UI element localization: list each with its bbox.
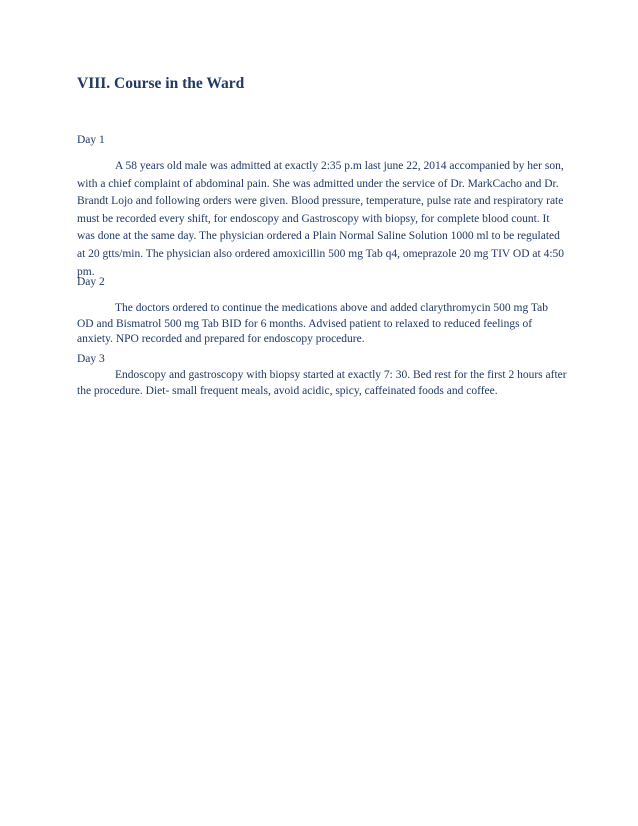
day-2-paragraph [77, 301, 567, 348]
paragraph-line: A 58 years old male was admitted at exactly 2:35 p.m last june 22, 2014 accompanied by her son, [115, 160, 564, 172]
day-3-label: Day 3 [77, 353, 105, 365]
paragraph-line: with a chief complaint of abdominal pain. She was admitted under the service of Dr. MarkCacho and Dr. [77, 177, 559, 190]
paragraph-line: Endoscopy and gastroscopy with biopsy started at exactly 7: 30. Bed rest for the first 2 hours after [115, 369, 567, 381]
paragraph-line: anxiety. NPO recorded and prepared for endoscopy procedure. [77, 333, 365, 345]
paragraph-line: at 20 gtts/min. The physician also ordered amoxicillin 500 mg Tab q4, omeprazole 20 mg TIV OD at 4:50 [77, 247, 565, 260]
paragraph-line: must be recorded every shift, for endoscopy and Gastroscopy with biopsy, for complete blood count. It [77, 212, 550, 225]
paragraph-line: Brandt Lojo and following orders were given. Blood pressure, temperature, pulse rate and respiratory rate [77, 195, 564, 208]
paragraph-line: OD and Bismatrol 500 mg Tab BID for 6 months. Advised patient to relaxed to reduced feelings of [77, 317, 533, 330]
paragraph-line: The doctors ordered to continue the medications above and added clarythromycin 500 mg Tab [115, 302, 548, 314]
paragraph-line: was done at the same day. The physician ordered a Plain Normal Saline Solution 1000 ml to be regulated [77, 230, 560, 243]
day-3-paragraph [77, 368, 567, 399]
section-heading: VIII. Course in the Ward [77, 75, 245, 92]
paragraph-line: pm. [77, 265, 95, 278]
day-2-label: Day 2 [77, 276, 105, 288]
paragraph-line: the procedure. Diet- small frequent meals, avoid acidic, spicy, caffeinated foods and coffee. [77, 384, 498, 397]
day-1-label: Day 1 [77, 134, 105, 146]
day-1-paragraph [77, 158, 567, 281]
